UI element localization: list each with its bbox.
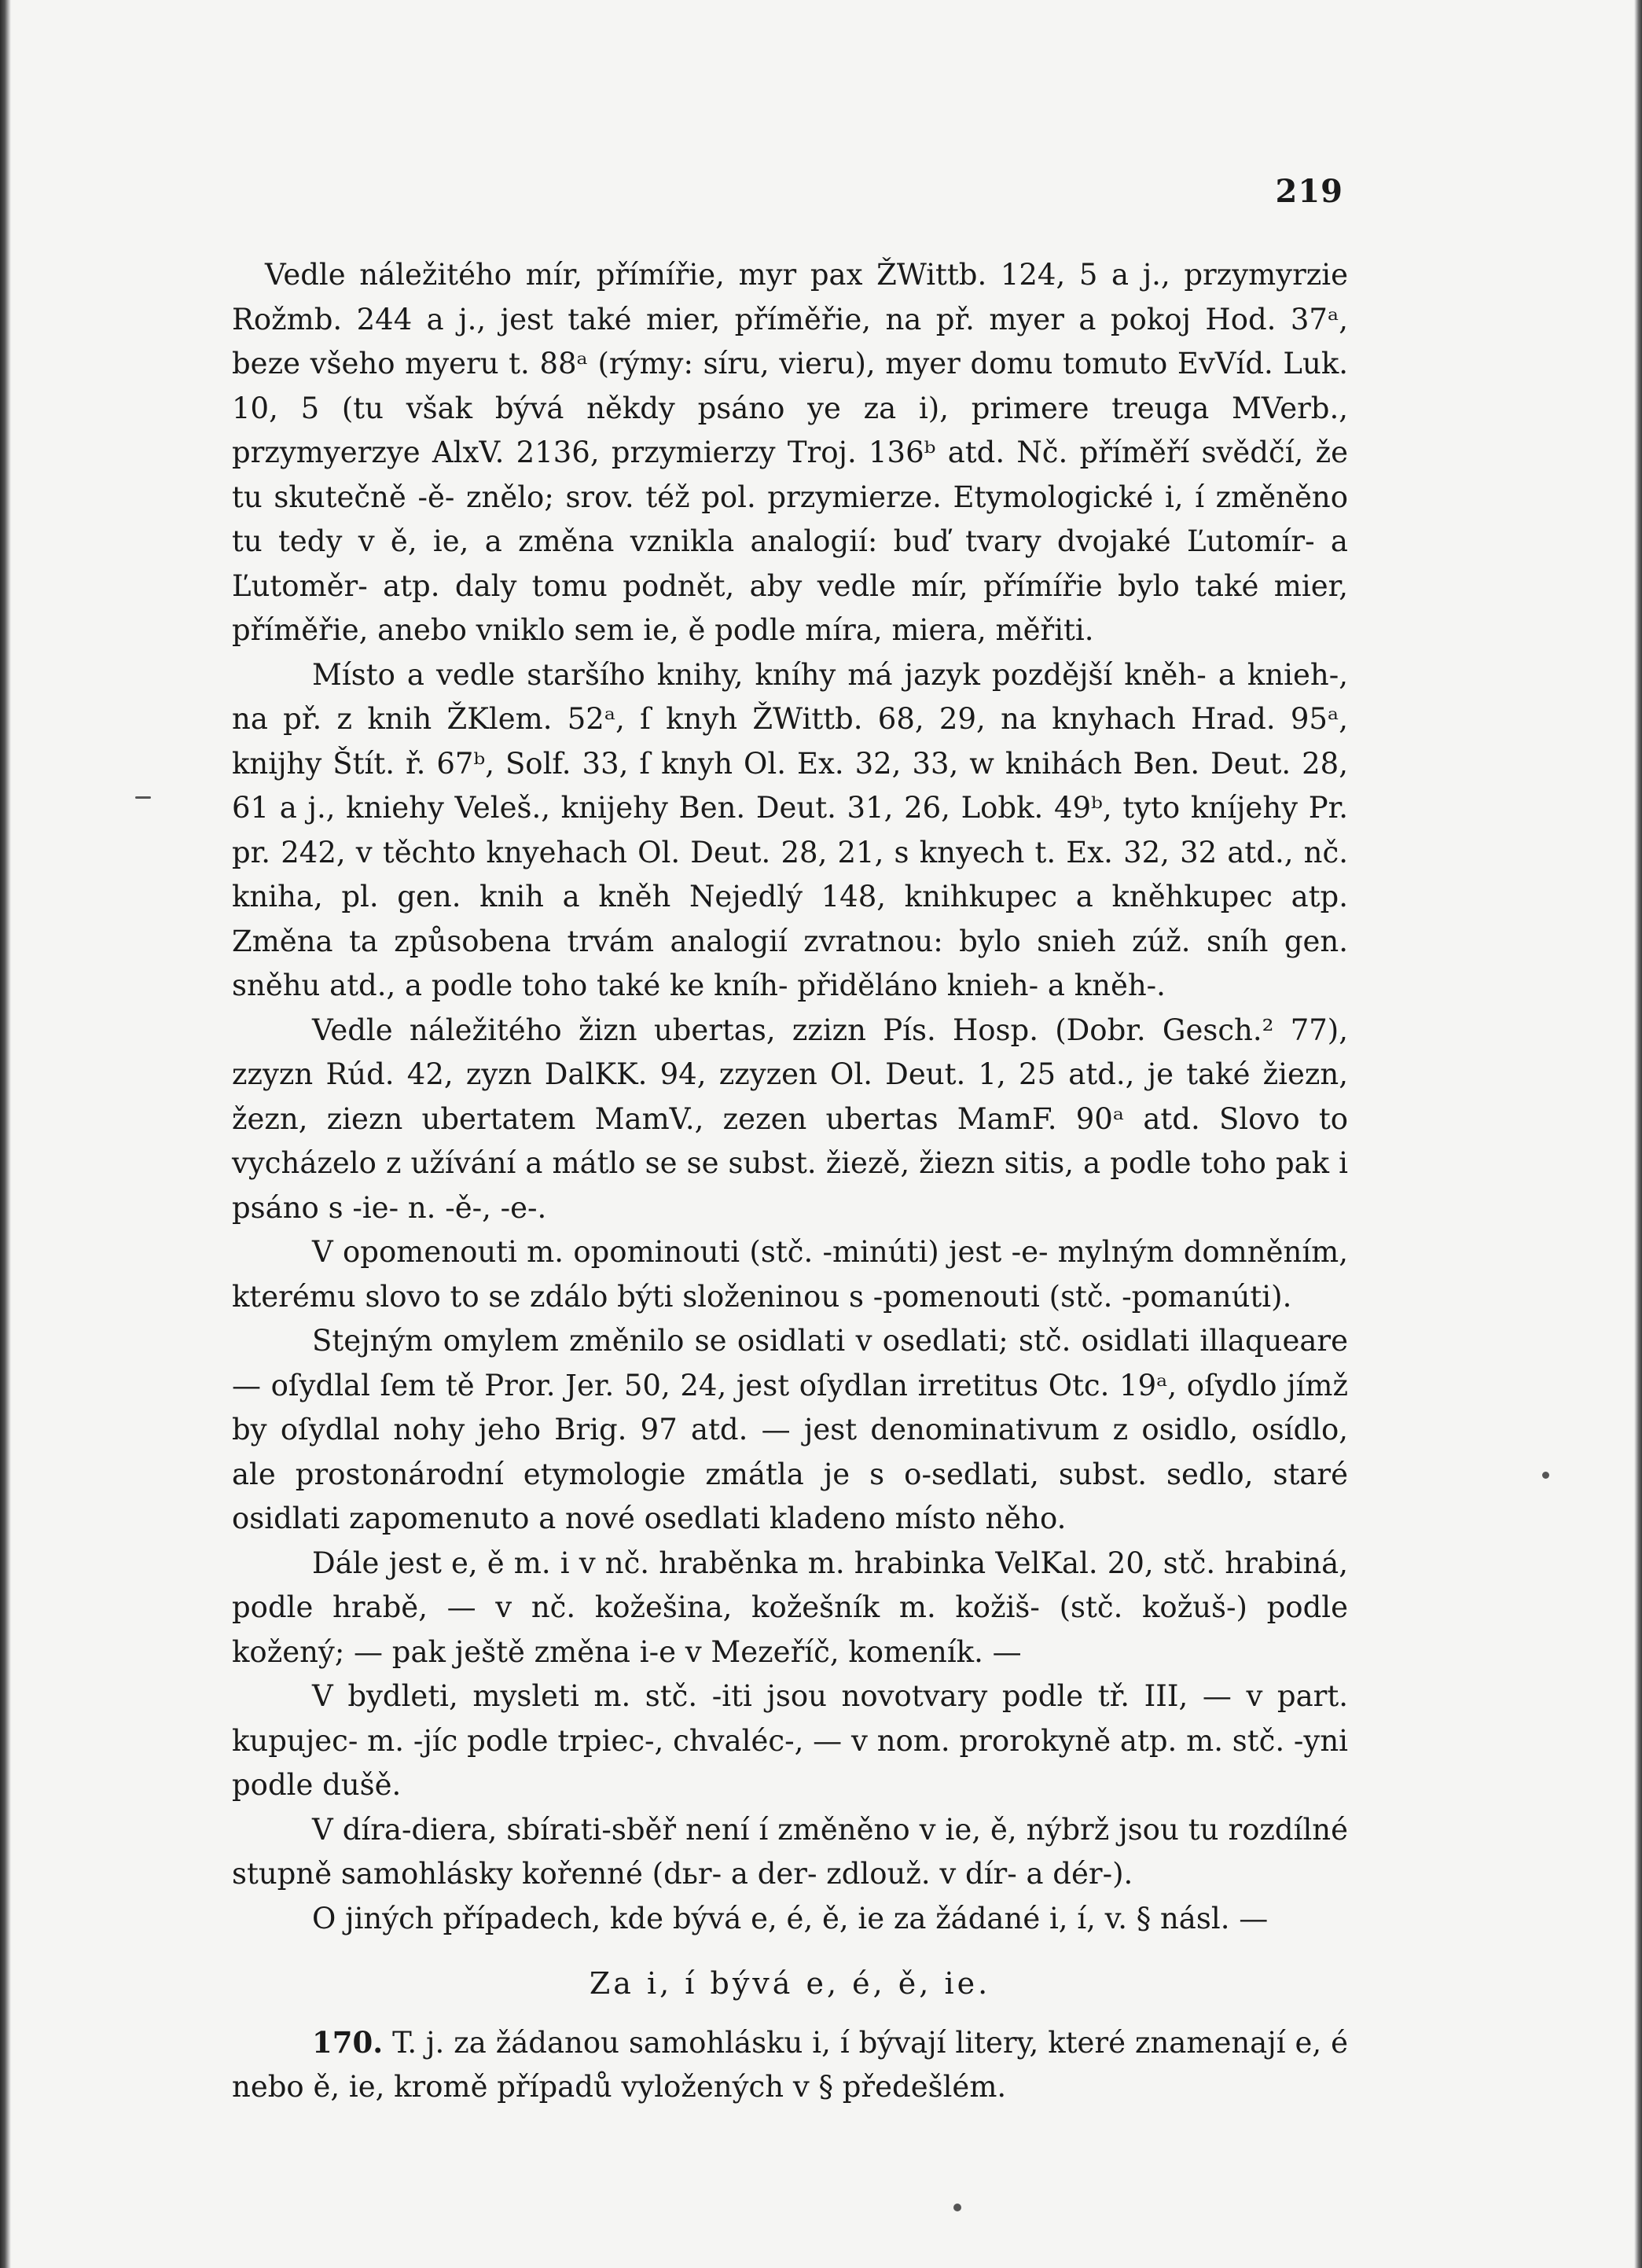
section-number: 170.: [312, 2024, 384, 2060]
scan-speck: [953, 2204, 961, 2211]
paragraph: O jiných případech, kde bývá e, é, ě, ie za žádané i, í, v. § násl. —: [312, 1901, 1269, 1935]
section-heading: Za i, í bývá e, é, ě, ie.: [589, 1966, 991, 2001]
body-text: [232, 253, 1348, 2110]
page-left-edge-shadow: [0, 0, 11, 2268]
scan-speck: [1542, 1472, 1549, 1479]
paragraph: V opomenouti m. opominouti (stč. -minúti) jest -e- mylným domněním, kterému slovo to se zdálo býti složeninou s -pomenouti (stč. -pomanúti).: [232, 1235, 1348, 1314]
scan-speck: [135, 796, 151, 799]
paragraph: Dále jest e, ě m. i v nč. hraběnka m. hrabinka VelKal. 20, stč. hrabiná, podle hrabě, — v nč. kožešina, kožešník m. kožiš- (stč. kožuš-) podle kožený; — pak ještě změna i-e v Mezeříč, komeník. —: [232, 1546, 1348, 1669]
paragraph: Místo a vedle staršího knihy, kníhy má jazyk pozdější kněh- a knieh-, na př. z knih ŽKlem. 52ᵃ, ſ knyh ŽWittb. 68, 29, na knyhach Hrad. 95ᵃ, knijhy Štít. ř. 67ᵇ, Solf. 33, ſ knyh Ol. Ex. 32, 33, w knihách Ben. Deut. 28, 61 a j., kniehy Veleš., knijehy Ben. Deut. 31, 26, Lobk. 49ᵇ, tyto kníjehy Pr. pr. 242, v těchto knyehach Ol. Deut. 28, 21, s knyech t. Ex. 32, 32 atd., nč. kniha, pl. gen. knih a kněh Nejedlý 148, knihkupec a kněhkupec atp. Změna ta způsobena trvám analogií zvratnou: bylo snieh zúž. sníh gen. sněhu atd., a podle toho také ke kníh- přiděláno knieh- a kněh-.: [232, 657, 1348, 1002]
section-paragraph: [232, 2020, 1348, 2110]
paragraph: Stejným omylem změnilo se osidlati v osedlati; stč. osidlati illaqueare — oſydlal ſem tě Pror. Jer. 50, 24, jest oſydlan irretitus Otc. 19ᵃ, oſydlo jímž by oſydlal nohy jeho Brig. 97 atd. — jest denominativum z osidlo, osídlo, ale prostonárodní etymologie zmátla je s o-sedlati, subst. sedlo, staré osidlati zapomenuto a nové osedlati kladeno místo něho.: [232, 1324, 1348, 1535]
page-right-edge-shadow: [1634, 0, 1642, 2268]
paragraph: Vedle náležitého mír, přímířie, myr pax ŽWittb. 124, 5 a j., przymyrzie Rožmb. 244 a j., jest také mier, příměřie, na př. myer a pokoj Hod. 37ᵃ, beze všeho myeru t. 88ᵃ (rýmy: síru, vieru), myer domu tomuto EvVíd. Luk. 10, 5 (tu však bývá někdy psáno ye za i), primere treuga MVerb., przymyerzye AlxV. 2136, przymierzy Troj. 136ᵇ atd. Nč. příměří svědčí, že tu skutečně -ě- znělo; srov. též pol. przymierze. Etymologické i, í změněno tu tedy v ě, ie, a změna vznikla analogií: buď tvary dvojaké Ľutomír- a Ľutoměr- atp. daly tomu podnět, aby vedle mír, přímířie bylo také mier, příměřie, anebo vniklo sem ie, ě podle míra, miera, měřiti.: [232, 258, 1348, 647]
section-text: T. j. za žádanou samohlásku i, í bývají litery, které znamenají e, é nebo ě, ie, kromě případů vyložených v § předešlém.: [232, 2025, 1349, 2104]
paragraph: V bydleti, mysleti m. stč. -iti jsou novotvary podle tř. III, — v part. kupujec- m. -jíc podle trpiec-, chvaléc-, — v nom. prorokyně atp. m. stč. -yni podle dušě.: [232, 1679, 1348, 1802]
paragraph: Vedle náležitého žizn ubertas, zzizn Pís. Hosp. (Dobr. Gesch.² 77), zzyzn Rúd. 42, zyzn DalKK. 94, zzyzen Ol. Deut. 1, 25 atd., je také žiezn, žezn, ziezn ubertatem MamV., zezen ubertas MamF. 90ᵃ atd. Slovo to vycházelo z užívání a mátlo se se subst. žiezě, žiezn sitis, a podle toho pak i psáno s -ie- n. -ě-, -e-.: [232, 1013, 1348, 1225]
paragraph: V díra-diera, sbírati-sběř není í změněno v ie, ě, nýbrž jsou tu rozdílné stupně samohlásky kořenné (dьr- a der- zdlouž. v dír- a dér-).: [232, 1812, 1348, 1891]
page-number: 219: [1275, 173, 1343, 210]
